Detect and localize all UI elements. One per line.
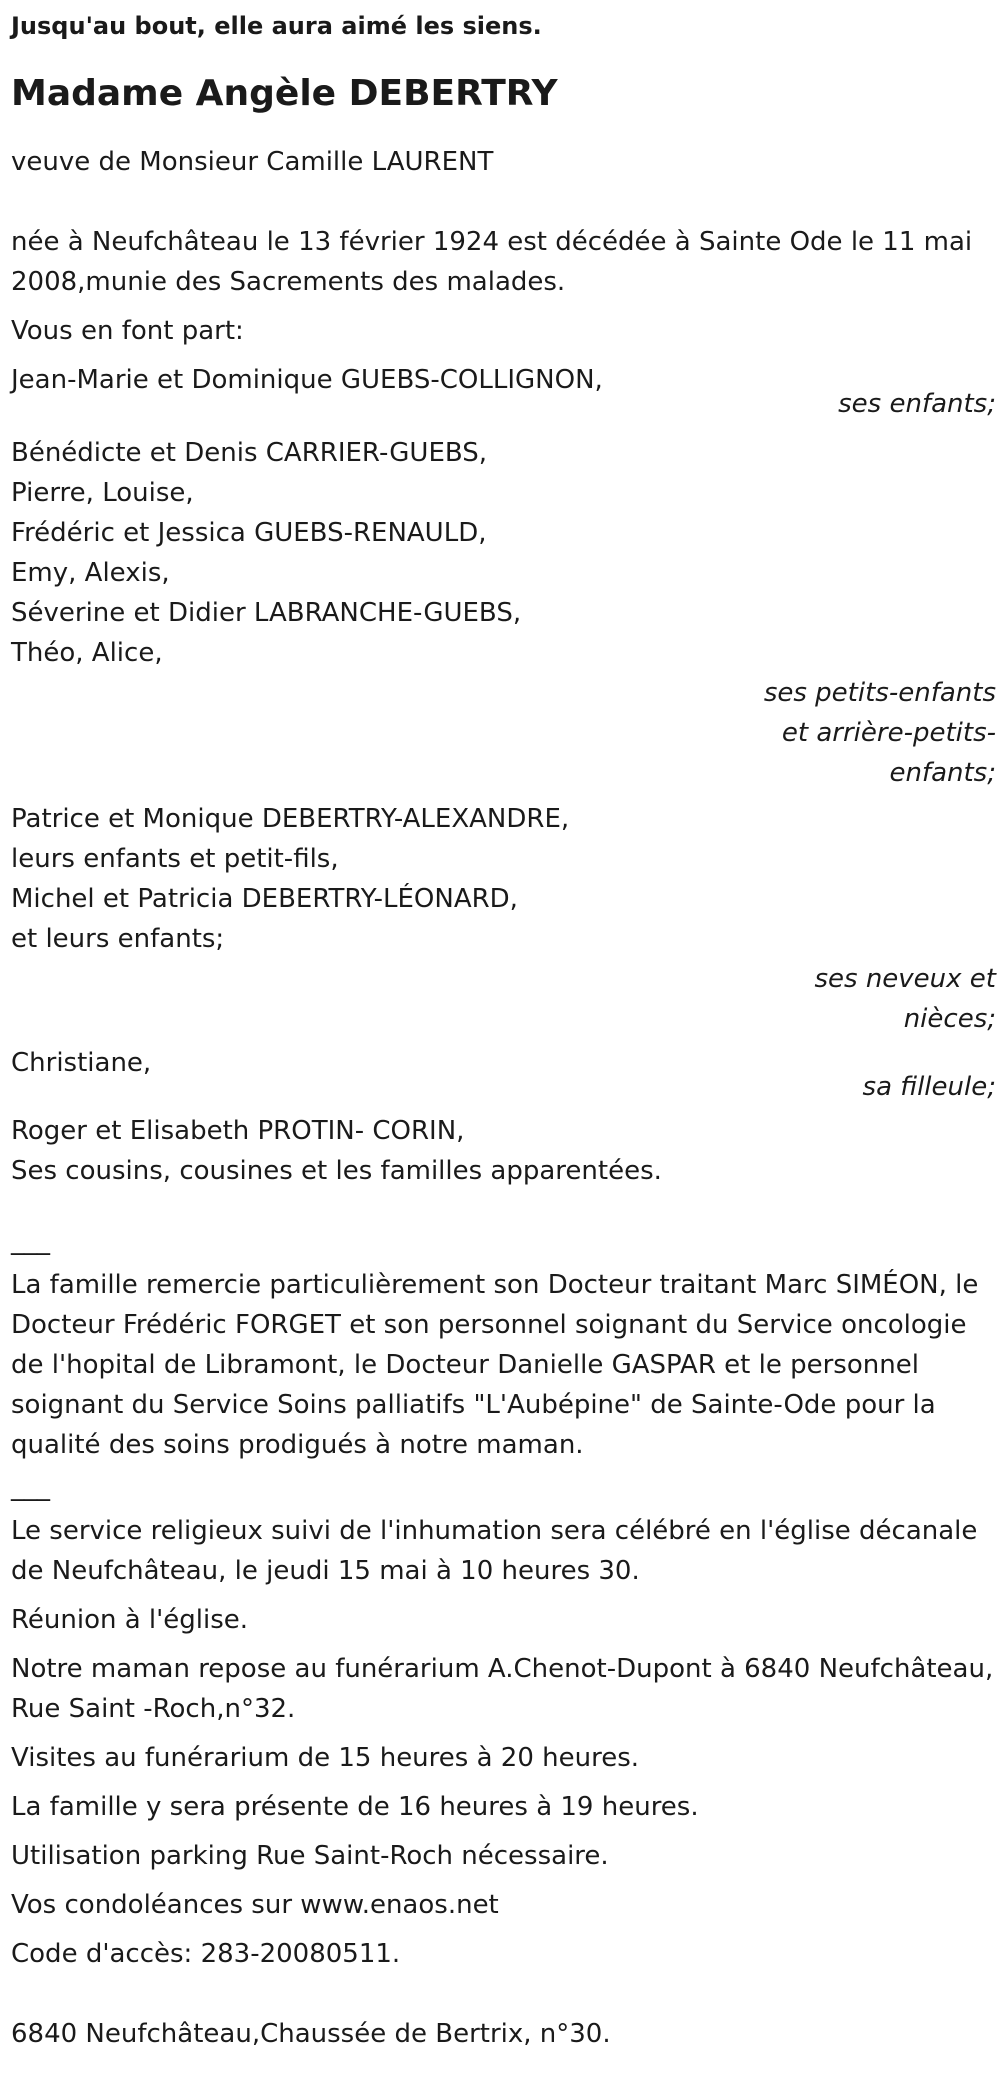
nephews-group <box>11 799 999 1039</box>
nephews-role <box>616 959 996 1039</box>
condolences-text: Vos condoléances sur www.enaos.net <box>11 1890 499 1920</box>
role-line: nièces; <box>903 1004 996 1034</box>
role-line: ses petits-enfants <box>763 678 996 708</box>
role-line: et arrière-petits- <box>781 718 996 748</box>
role-line: enfants; <box>889 758 996 788</box>
separator: ___ <box>11 1472 50 1502</box>
role-line: ses neveux et <box>814 964 996 994</box>
visits-text: Visites au funérarium de 15 heures à 20 heures. <box>11 1743 640 1773</box>
announce-intro: Vous en font part: <box>11 316 244 346</box>
family-name-line: et leurs enfants; <box>11 924 225 954</box>
family-name-line: Emy, Alexis, <box>11 558 170 588</box>
family-name-line: Pierre, Louise, <box>11 478 194 508</box>
family-name-line: Roger et Elisabeth PROTIN- CORIN, <box>11 1116 465 1146</box>
meeting-text: Réunion à l'église. <box>11 1605 249 1635</box>
goddaughter-role: sa filleule; <box>862 1072 996 1102</box>
access-code-text: Code d'accès: 283-20080511. <box>11 1939 401 1969</box>
family-name-line: Patrice et Monique DEBERTRY-ALEXANDRE, <box>11 804 570 834</box>
others-group <box>11 1111 999 1191</box>
family-name-line: leurs enfants et petit-fils, <box>11 844 339 874</box>
thanks-text: La famille remercie particulièrement son Docteur traitant Marc SIMÉON, le Docteur Frédéric FORGET et son personnel soignant du Service oncologie de l'hopital de Libramont, le Docteur Danielle GASPAR et le personnel soignant du Service Soins palliatifs "L'Aubépine" de Sainte-Ode pour la qualité des soins prodigués à notre maman. <box>11 1270 979 1460</box>
address-text: 6840 Neufchâteau,Chaussée de Bertrix, n°30. <box>11 2019 611 2049</box>
service-text: Le service religieux suivi de l'inhumation sera célébré en l'église décanale de Neufchâteau, le jeudi 15 mai à 10 heures 30. <box>11 1516 978 1586</box>
family-name-line: Christiane, <box>11 1048 152 1078</box>
family-name-line: Michel et Patricia DEBERTRY-LÉONARD, <box>11 884 518 914</box>
family-presence-text: La famille y sera présente de 16 heures à 19 heures. <box>11 1792 699 1822</box>
children-role: ses enfants; <box>838 389 996 419</box>
grandchildren-role <box>616 673 996 793</box>
children-group <box>11 360 999 424</box>
goddaughter-group <box>11 1043 999 1107</box>
family-name-line: Frédéric et Jessica GUEBS-RENAULD, <box>11 518 487 548</box>
funeral-home-text: Notre maman repose au funérarium A.Chenot-Dupont à 6840 Neufchâteau, Rue Saint -Roch,n°32. <box>11 1654 994 1724</box>
deceased-name: Madame Angèle DEBERTRY <box>11 73 558 114</box>
family-name-line: Bénédicte et Denis CARRIER-GUEBS, <box>11 438 488 468</box>
parking-text: Utilisation parking Rue Saint-Roch nécessaire. <box>11 1841 609 1871</box>
separator: ___ <box>11 1226 50 1256</box>
family-name-line: Ses cousins, cousines et les familles apparentées. <box>11 1156 662 1186</box>
family-name-line: Théo, Alice, <box>11 638 163 668</box>
family-name-line: Jean-Marie et Dominique GUEBS-COLLIGNON, <box>11 365 603 395</box>
spouse-line: veuve de Monsieur Camille LAURENT <box>11 147 494 177</box>
obituary-notice <box>11 0 999 2054</box>
grandchildren-group <box>11 433 999 793</box>
motto: Jusqu'au bout, elle aura aimé les siens. <box>11 12 542 40</box>
birth-death-text: née à Neufchâteau le 13 février 1924 est décédée à Sainte Ode le 11 mai 2008,munie des Sacrements des malades. <box>11 227 973 297</box>
family-name-line: Séverine et Didier LABRANCHE-GUEBS, <box>11 598 522 628</box>
